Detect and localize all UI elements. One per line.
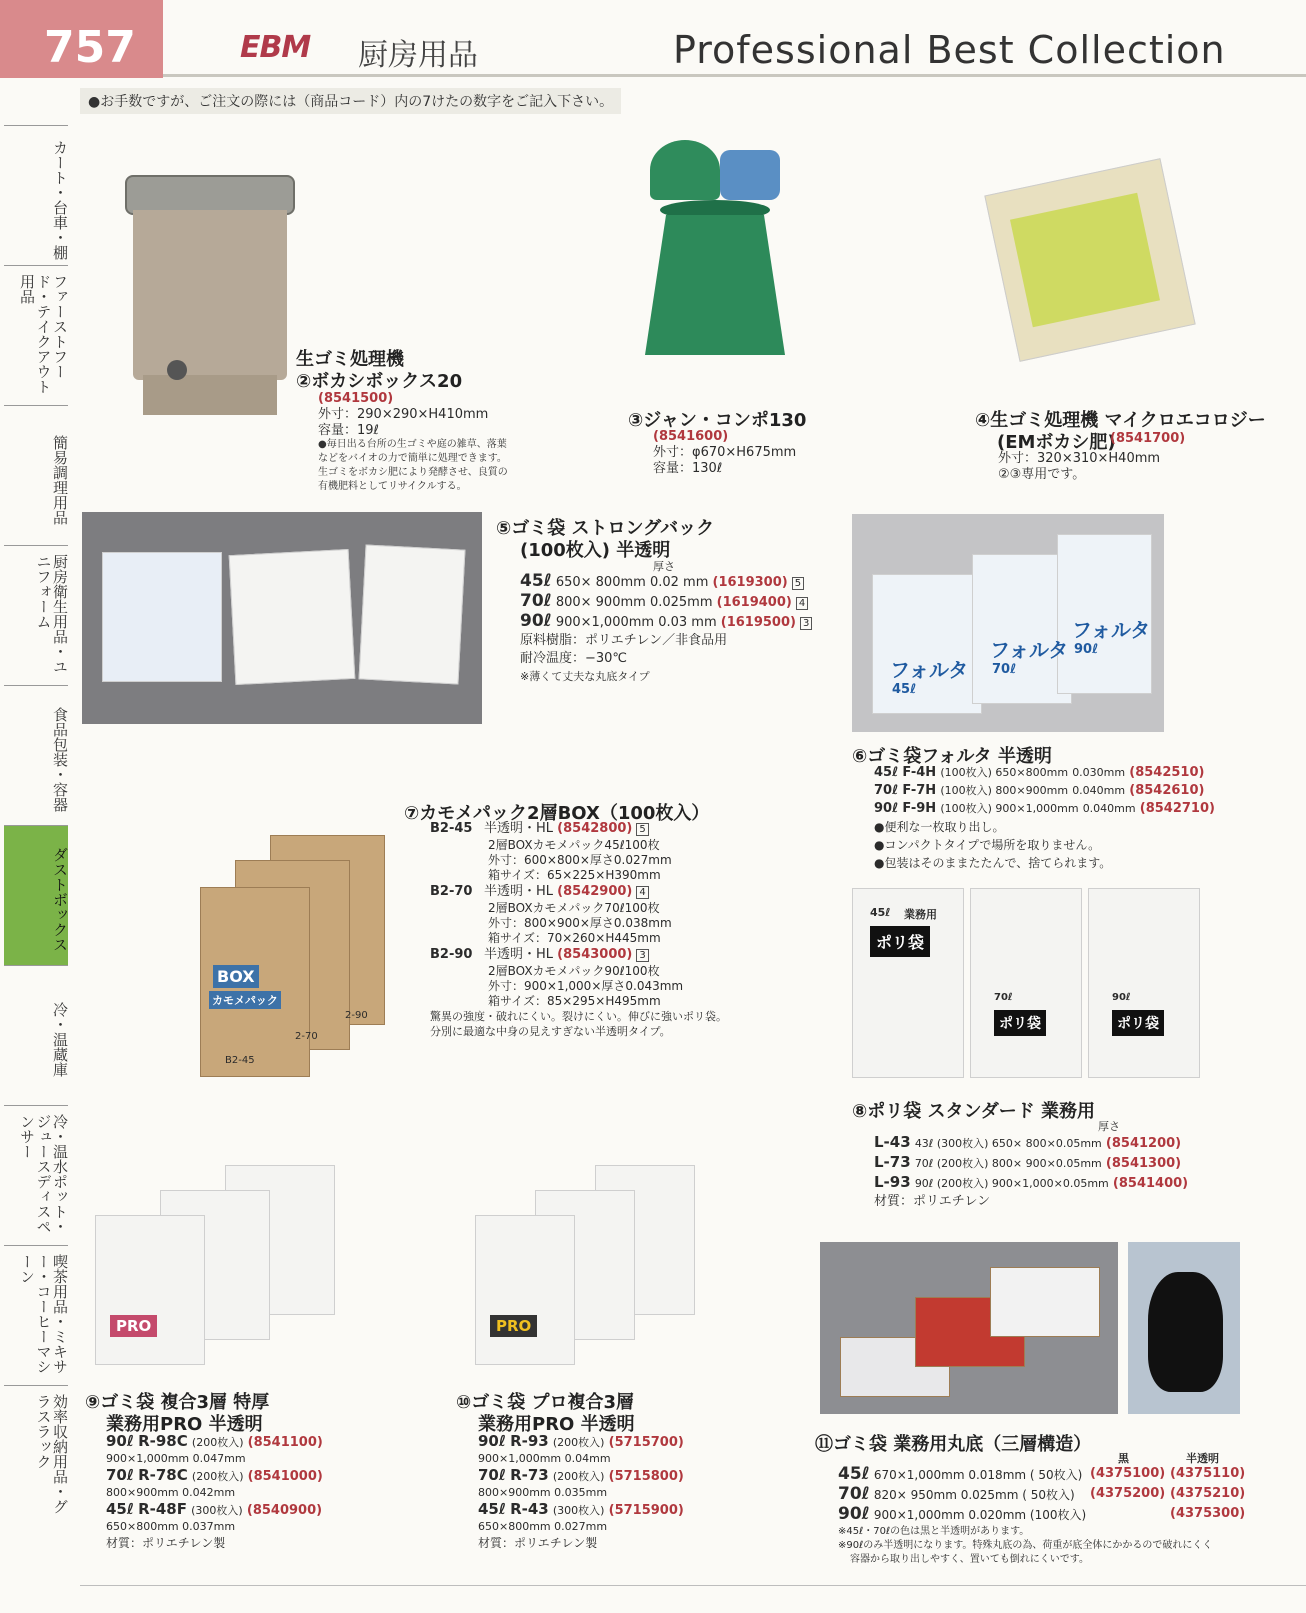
table-row bbox=[838, 1505, 1248, 1525]
p7-model: B2-70 bbox=[430, 884, 473, 899]
p4-title-line1: ④生ゴミ処理機 マイクロエコロジー bbox=[975, 410, 1266, 431]
list-item bbox=[430, 946, 727, 964]
p11-spec: 820× 950mm 0.025mm ( 50枚入) bbox=[873, 1488, 1075, 1502]
p9-size-table bbox=[106, 1432, 323, 1552]
p7-box-num: 5 bbox=[636, 823, 648, 836]
p10-model: R-73 bbox=[510, 1466, 549, 1484]
p6-size-table bbox=[874, 764, 1215, 872]
p7-model: B2-45 bbox=[430, 821, 473, 836]
p5-dims: 900×1,000mm bbox=[555, 615, 655, 630]
table-row bbox=[478, 1500, 684, 1520]
p7-title: ⑦カモメパック2層BOX（100枚入） bbox=[404, 803, 710, 824]
p10-spec: 900×1,000mm 0.04mm bbox=[478, 1452, 611, 1465]
p6-model: F-9H bbox=[902, 801, 937, 816]
p8-code: (8541200) bbox=[1105, 1136, 1182, 1151]
p10-size: 45ℓ bbox=[478, 1500, 506, 1518]
p10-model: R-93 bbox=[510, 1432, 549, 1450]
p11-col-clear: 半透明 bbox=[1186, 1452, 1219, 1465]
p3-code: (8541600) bbox=[653, 429, 729, 444]
table-row bbox=[874, 1173, 1188, 1193]
p6-thick: 0.040mm bbox=[1072, 784, 1126, 797]
table-row bbox=[520, 572, 812, 592]
table-row bbox=[874, 1133, 1188, 1153]
p6-thick: 0.030mm bbox=[1072, 766, 1126, 779]
forta-size: 90ℓ bbox=[1074, 642, 1099, 657]
p7-note: 分別に最適な中身の見えすぎない半透明タイプ。 bbox=[430, 1025, 671, 1038]
p10-spec: 800×900mm 0.035mm bbox=[478, 1486, 608, 1499]
p9-code: (8541100) bbox=[247, 1435, 323, 1450]
page-tagline: Professional Best Collection bbox=[673, 28, 1226, 72]
p4-dims: 外寸：320×310×H40mm bbox=[998, 451, 1161, 466]
page-number: 757 bbox=[0, 0, 163, 78]
list-item bbox=[430, 883, 727, 901]
forta-size: 45ℓ bbox=[892, 682, 917, 697]
table-row bbox=[520, 612, 812, 632]
p7-type: 半透明・HL bbox=[484, 821, 554, 836]
polybag-label: ポリ袋 bbox=[994, 1010, 1046, 1036]
side-tab-carts[interactable]: カート・台車・棚 bbox=[4, 125, 68, 265]
p5-material: 原料樹脂：ポリエチレン／非食品用 bbox=[520, 633, 728, 648]
box-label: BOX bbox=[213, 965, 259, 988]
p8-model: L-73 bbox=[874, 1153, 911, 1171]
side-tab-storage[interactable]: 効率収納用品・グラスラック bbox=[4, 1385, 68, 1525]
p10-code: (5715800) bbox=[608, 1469, 684, 1484]
p5-box-num: 3 bbox=[800, 617, 812, 630]
p7-code: (8542800) bbox=[557, 821, 633, 836]
p2-dims: 外寸：290×290×H410mm bbox=[318, 407, 489, 422]
bokashi-box-photo bbox=[115, 175, 305, 425]
p9-spec: 800×900mm 0.042mm bbox=[106, 1486, 236, 1499]
p6-code: (8542610) bbox=[1129, 783, 1205, 798]
p2-title-line2: ②ボカシボックス20 bbox=[296, 371, 463, 392]
p2-note-line: 有機肥料としてリサイクルする。 bbox=[318, 481, 467, 492]
p9-model: R-48F bbox=[138, 1500, 187, 1518]
p7-type: 半透明・HL bbox=[484, 884, 554, 899]
p7-box-num: 4 bbox=[636, 886, 648, 899]
forta-size: 70ℓ bbox=[992, 662, 1017, 677]
p6-size: 70ℓ bbox=[874, 783, 899, 798]
p10-size: 90ℓ bbox=[478, 1432, 506, 1450]
p7-item-list bbox=[430, 820, 727, 1039]
p9-code: (8540900) bbox=[246, 1503, 323, 1518]
p5-box-num: 5 bbox=[792, 577, 804, 590]
box-model: 2-70 bbox=[295, 1031, 318, 1042]
footer-rule bbox=[80, 1585, 1306, 1586]
p7-type: 半透明・HL bbox=[484, 947, 554, 962]
micro-ecology-bag-photo bbox=[980, 165, 1200, 365]
p5-cold-temp: 耐冷温度：−30℃ bbox=[520, 651, 628, 666]
p2-capacity: 容量：19ℓ bbox=[318, 423, 379, 438]
p10-size: 70ℓ bbox=[478, 1466, 506, 1484]
p7-detail: 箱サイズ：65×225×H390mm bbox=[488, 868, 661, 882]
p6-size: 45ℓ bbox=[874, 765, 899, 780]
table-row bbox=[874, 764, 1215, 782]
p10-code: (5715900) bbox=[608, 1503, 684, 1518]
p2-note-line: 生ゴミをボカシ肥により発酵させ、良質の bbox=[318, 467, 508, 478]
p11-code-clear: (4375300) bbox=[1170, 1506, 1246, 1521]
p8-model: L-93 bbox=[874, 1173, 911, 1191]
p3-capacity: 容量：130ℓ bbox=[653, 461, 723, 476]
side-tab-refrigerator[interactable]: 冷・温蔵庫 bbox=[4, 965, 68, 1105]
p2-note bbox=[318, 438, 508, 494]
p5-thick: 0.025mm bbox=[649, 595, 713, 610]
p5-size: 90ℓ bbox=[520, 611, 552, 631]
p11-size: 70ℓ bbox=[838, 1484, 870, 1504]
p8-thickness-label: 厚さ bbox=[1098, 1120, 1120, 1133]
p9-title-line1: ⑨ゴミ袋 複合3層 特厚 bbox=[85, 1392, 270, 1413]
p7-code: (8542900) bbox=[557, 884, 633, 899]
p4-code: (8541700) bbox=[1110, 431, 1186, 446]
p7-detail: 外寸：900×1,000×厚さ0.043mm bbox=[488, 979, 684, 993]
p10-title-line2: 業務用PRO 半透明 bbox=[478, 1414, 635, 1435]
p10-code: (5715700) bbox=[608, 1435, 684, 1450]
p10-material: 材質：ポリエチレン製 bbox=[478, 1536, 598, 1550]
p7-code: (8543000) bbox=[557, 947, 633, 962]
p9-spec: 650×800mm 0.037mm bbox=[106, 1520, 236, 1533]
p8-code: (8541300) bbox=[1105, 1156, 1182, 1171]
p9-model: R-98C bbox=[138, 1432, 188, 1450]
p5-thick: 0.03 mm bbox=[658, 615, 717, 630]
brand-logo: EBM bbox=[240, 30, 311, 65]
p11-col-black: 黒 bbox=[1118, 1452, 1129, 1465]
forta-label: フォルタ bbox=[890, 658, 969, 682]
p6-code: (8542510) bbox=[1129, 765, 1205, 780]
p7-detail: 2層BOXカモメパック70ℓ100枚 bbox=[488, 901, 660, 915]
p9-size: 90ℓ bbox=[106, 1432, 134, 1450]
p5-size-table bbox=[520, 572, 812, 686]
p5-dims: 800× 900mm bbox=[555, 595, 646, 610]
side-tab-hygiene[interactable]: 厨房衛生用品・ユニフォーム bbox=[4, 545, 68, 685]
p11-size: 45ℓ bbox=[838, 1464, 870, 1484]
table-row bbox=[106, 1466, 323, 1486]
p7-detail: 箱サイズ：70×260×H445mm bbox=[488, 931, 661, 945]
p11-code-black: (4375200) bbox=[1090, 1486, 1166, 1501]
p8-spec: 90ℓ (200枚入) 900×1,000×0.05mm bbox=[914, 1177, 1109, 1190]
polybag-size: 90ℓ bbox=[1112, 992, 1131, 1003]
p11-note: ※90ℓのみ半透明になります。特殊丸底の為、荷重が底全体にかかるので破れにくく bbox=[838, 1540, 1213, 1551]
p6-note: ●コンパクトタイプで場所を取りません。 bbox=[874, 838, 1101, 852]
p8-spec: 70ℓ (200枚入) 800× 900×0.05mm bbox=[914, 1157, 1102, 1170]
p5-note: ※薄くて丈夫な丸底タイプ bbox=[520, 670, 650, 683]
p9-code: (8541000) bbox=[247, 1469, 323, 1484]
p9-title-line2: 業務用PRO 半透明 bbox=[106, 1414, 263, 1435]
p9-model: R-78C bbox=[138, 1466, 188, 1484]
p9-qty: (300枚入) bbox=[191, 1504, 243, 1517]
p6-note: ●便利な一枚取り出し。 bbox=[874, 820, 1005, 834]
polybag-size: 70ℓ bbox=[994, 992, 1013, 1003]
table-row bbox=[106, 1500, 323, 1520]
table-row bbox=[838, 1485, 1248, 1505]
p11-note: 容器から取り出しやすく、置いても倒れにくいです。 bbox=[850, 1554, 1089, 1565]
p11-code-black: (4375100) bbox=[1090, 1466, 1166, 1481]
forta-photo bbox=[852, 514, 1164, 732]
p8-material: 材質：ポリエチレン bbox=[874, 1194, 991, 1209]
p10-size-table bbox=[478, 1432, 684, 1552]
p6-thick: 0.040mm bbox=[1082, 802, 1136, 815]
order-notice: ●お手数ですが、ご注文の際には（商品コード）内の7けたの数字をご記入下さい。 bbox=[80, 88, 621, 114]
p6-model: F-7H bbox=[902, 783, 937, 798]
box-label: カモメパック bbox=[209, 991, 281, 1009]
p11-title: ⑪ゴミ袋 業務用丸底（三層構造） bbox=[815, 1434, 1092, 1455]
p10-qty: (300枚入) bbox=[552, 1504, 605, 1517]
p5-thick: 0.02 mm bbox=[649, 575, 709, 590]
p11-size: 90ℓ bbox=[838, 1504, 870, 1524]
box-model: 2-90 bbox=[345, 1010, 368, 1021]
p5-size: 70ℓ bbox=[520, 591, 552, 611]
polybag-label: ポリ袋 bbox=[1112, 1010, 1164, 1036]
p2-note-line: ●毎日出る台所の生ゴミや庭の雑草、落葉 bbox=[318, 439, 507, 450]
strong-bag-photo bbox=[82, 512, 482, 724]
side-tab-food-packaging[interactable]: 食品包装・容器 bbox=[4, 685, 68, 825]
p6-spec: (100枚入) 800×900mm bbox=[940, 784, 1069, 797]
p11-size-table bbox=[838, 1465, 1248, 1567]
side-tab-fastfood[interactable]: ファーストフード・テイクアウト用品 bbox=[4, 265, 68, 405]
p5-code: (1619400) bbox=[716, 595, 792, 610]
pro-label: PRO bbox=[490, 1315, 537, 1337]
p11-spec: 900×1,000mm 0.020mm (100枚入) bbox=[873, 1508, 1087, 1522]
p7-detail: 箱サイズ：85×295×H495mm bbox=[488, 994, 661, 1008]
table-row bbox=[478, 1432, 684, 1452]
table-row bbox=[478, 1466, 684, 1486]
polybag-size: 45ℓ bbox=[870, 906, 891, 919]
header-rule bbox=[163, 74, 1306, 77]
p5-box-num: 4 bbox=[796, 597, 808, 610]
p6-code: (8542710) bbox=[1139, 801, 1215, 816]
table-row bbox=[520, 592, 812, 612]
side-tab-pots[interactable]: 冷・温水ポット・ジュースディスペンサー bbox=[4, 1105, 68, 1245]
p6-title: ⑥ゴミ袋フォルタ 半透明 bbox=[852, 746, 1052, 767]
p6-note: ●包装はそのままたたんで、捨てられます。 bbox=[874, 856, 1112, 870]
p8-code: (8541400) bbox=[1112, 1176, 1189, 1191]
compost-bin-photo bbox=[640, 130, 810, 380]
p6-size: 90ℓ bbox=[874, 801, 899, 816]
p9-qty: (200枚入) bbox=[191, 1470, 244, 1483]
polybag-tag: 業務用 bbox=[904, 908, 937, 921]
p7-detail: 外寸：600×800×厚さ0.027mm bbox=[488, 853, 672, 867]
p7-detail: 2層BOXカモメパック90ℓ100枚 bbox=[488, 964, 660, 978]
p11-spec: 670×1,000mm 0.018mm ( 50枚入) bbox=[873, 1468, 1083, 1482]
table-row bbox=[838, 1465, 1248, 1485]
p8-spec: 43ℓ (300枚入) 650× 800×0.05mm bbox=[914, 1137, 1102, 1150]
p2-title-line1: 生ゴミ処理機 bbox=[296, 349, 404, 370]
side-tab-simple-cooking[interactable]: 簡易調理用品 bbox=[4, 405, 68, 545]
side-tab-cafe[interactable]: 喫茶用品・ミキサー・コーヒーマシーン bbox=[4, 1245, 68, 1385]
p4-note: ②③専用です。 bbox=[998, 467, 1086, 482]
p10-qty: (200枚入) bbox=[552, 1436, 605, 1449]
p3-dims: 外寸：φ670×H675mm bbox=[653, 445, 797, 460]
box-model: B2-45 bbox=[225, 1055, 255, 1066]
p7-box-num: 3 bbox=[636, 949, 648, 962]
p10-title-line1: ⑩ゴミ袋 プロ複合3層 bbox=[456, 1392, 635, 1413]
p5-code: (1619300) bbox=[712, 575, 788, 590]
pro-bag-2-photo bbox=[475, 1165, 705, 1365]
p8-title: ⑧ポリ袋 スタンダード 業務用 bbox=[852, 1101, 1096, 1122]
p11-code-clear: (4375210) bbox=[1170, 1486, 1246, 1501]
black-bag-photo bbox=[1128, 1242, 1240, 1414]
p5-code: (1619500) bbox=[720, 615, 796, 630]
p11-note: ※45ℓ・70ℓの色は黒と半透明があります。 bbox=[838, 1526, 1030, 1537]
p9-qty: (200枚入) bbox=[191, 1436, 244, 1449]
p6-spec: (100枚入) 900×1,000mm bbox=[940, 802, 1079, 815]
p9-size: 45ℓ bbox=[106, 1500, 134, 1518]
side-tab-dustbox[interactable]: ダストボックス bbox=[4, 825, 68, 965]
p7-detail: 2層BOXカモメパック45ℓ100枚 bbox=[488, 838, 660, 852]
p5-title-line2: (100枚入) 半透明 bbox=[520, 540, 671, 561]
p9-material: 材質：ポリエチレン製 bbox=[106, 1536, 226, 1550]
forta-label: フォルタ bbox=[990, 638, 1069, 662]
p6-model: F-4H bbox=[902, 765, 937, 780]
list-item bbox=[430, 820, 727, 838]
p11-code-clear: (4375110) bbox=[1170, 1466, 1246, 1481]
p9-spec: 900×1,000mm 0.047mm bbox=[106, 1452, 246, 1465]
p3-title: ③ジャン・コンポ130 bbox=[628, 410, 807, 431]
table-row bbox=[106, 1432, 323, 1452]
p10-qty: (200枚入) bbox=[552, 1470, 605, 1483]
p7-model: B2-90 bbox=[430, 947, 473, 962]
p5-dims: 650× 800mm bbox=[555, 575, 646, 590]
polybag-label: ポリ袋 bbox=[870, 926, 930, 957]
p5-title-line1: ⑤ゴミ袋 ストロングバック bbox=[496, 518, 715, 539]
table-row bbox=[874, 800, 1215, 818]
p10-model: R-43 bbox=[510, 1500, 549, 1518]
p2-code: (8541500) bbox=[318, 391, 394, 406]
p8-model: L-43 bbox=[874, 1133, 911, 1151]
forta-label: フォルタ bbox=[1072, 618, 1151, 642]
category-title: 厨房用品 bbox=[358, 38, 478, 73]
p9-size: 70ℓ bbox=[106, 1466, 134, 1484]
round-bottom-box-photo bbox=[820, 1242, 1118, 1414]
pro-bag-photo bbox=[95, 1165, 345, 1365]
poly-bag-photo bbox=[852, 888, 1202, 1081]
p4-title-line2: (EMボカシ肥) bbox=[997, 432, 1116, 453]
p2-note-line: などをバイオの力で簡単に処理できます。 bbox=[318, 453, 507, 464]
kamome-box-photo bbox=[195, 795, 395, 1075]
p7-detail: 外寸：800×900×厚さ0.038mm bbox=[488, 916, 672, 930]
p7-note: 驚異の強度・破れにくい。裂けにくい。伸びに強いポリ袋。 bbox=[430, 1010, 727, 1023]
p5-thickness-label: 厚さ bbox=[653, 560, 675, 573]
p8-size-table bbox=[874, 1133, 1188, 1211]
p5-size: 45ℓ bbox=[520, 571, 552, 591]
table-row bbox=[874, 782, 1215, 800]
pro-label: PRO bbox=[110, 1315, 157, 1337]
p6-spec: (100枚入) 650×800mm bbox=[940, 766, 1069, 779]
p10-spec: 650×800mm 0.027mm bbox=[478, 1520, 608, 1533]
table-row bbox=[874, 1153, 1188, 1173]
